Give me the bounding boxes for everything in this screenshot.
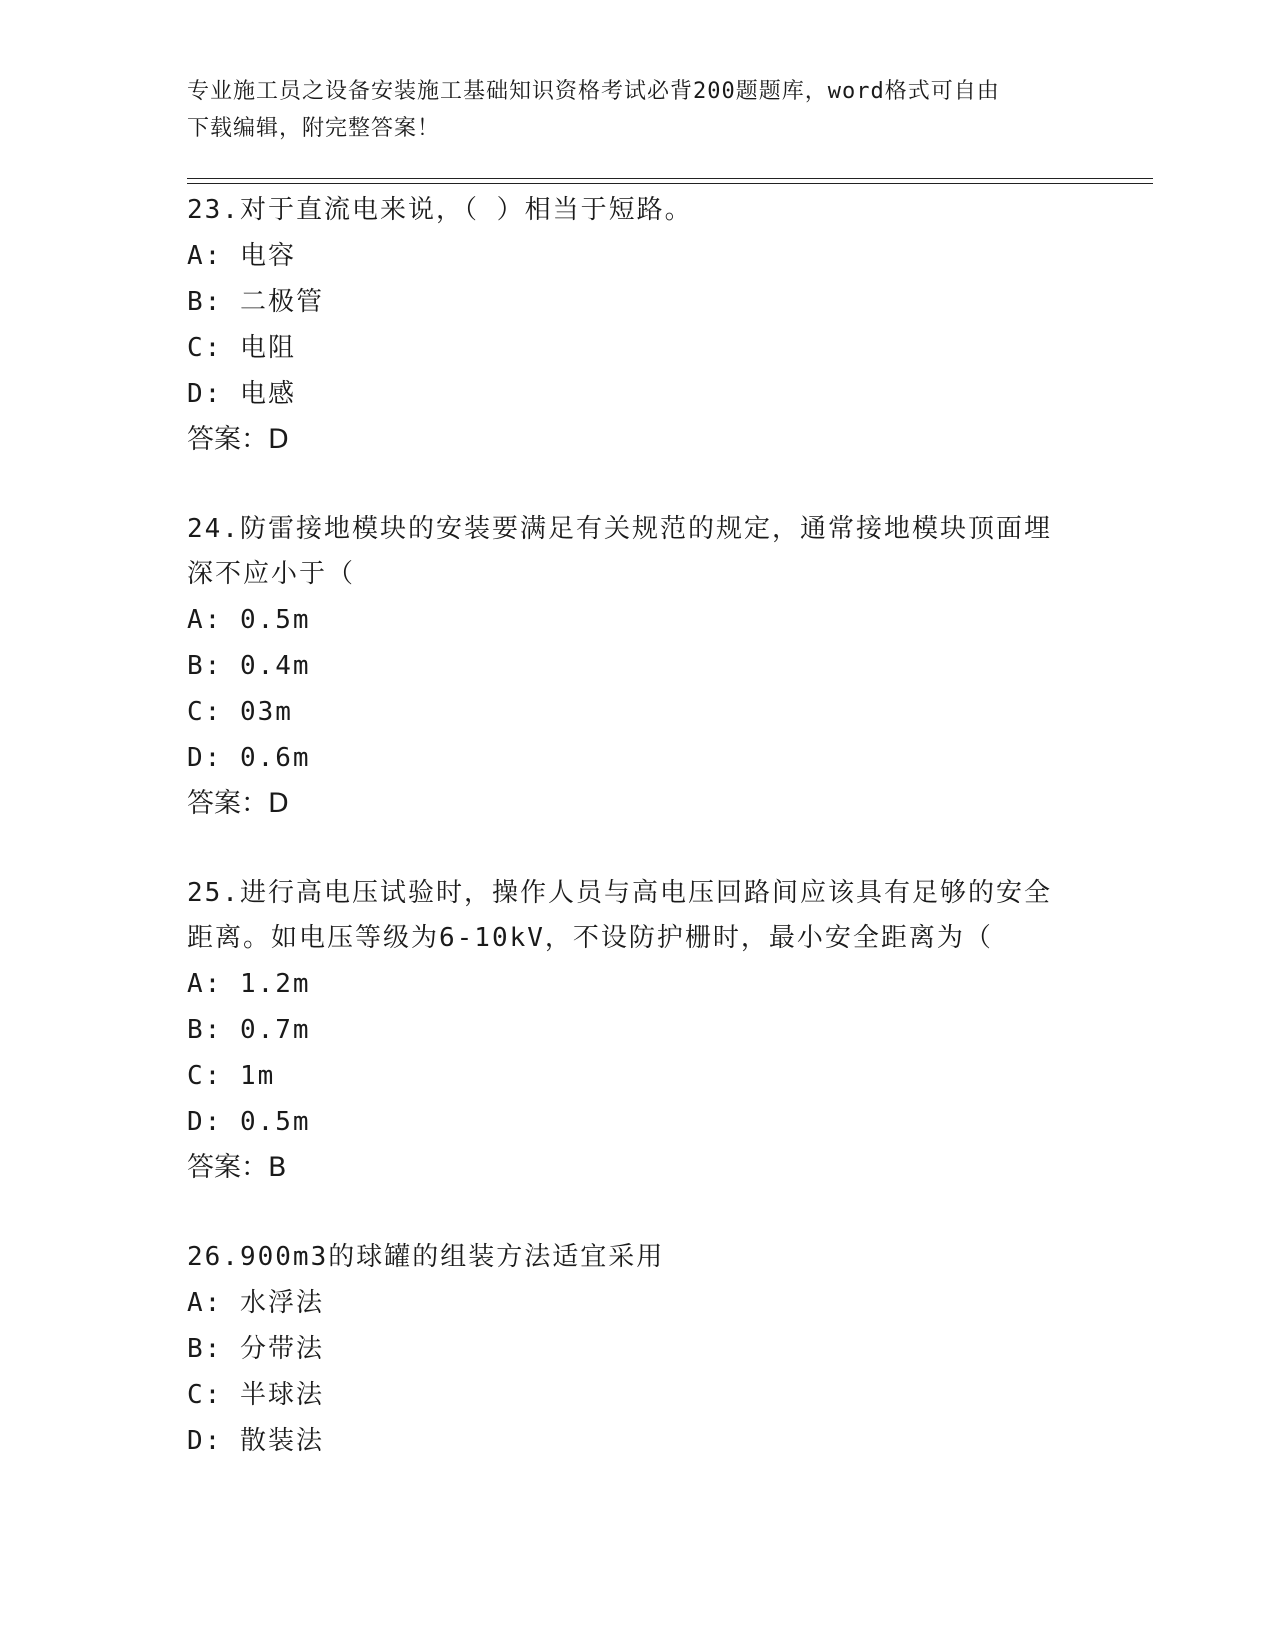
option-d: D: 散装法 [187, 1426, 324, 1456]
option-b: B: 分带法 [187, 1334, 324, 1364]
question-text-line-2: 距离。如电压等级为6-10kV，不设防护栅时，最小安全距离为（ [187, 923, 993, 953]
option-a: A: 水浮法 [187, 1288, 324, 1318]
question-text-line-1: 25.进行高电压试验时，操作人员与高电压回路间应该具有足够的安全 [187, 878, 1052, 908]
header-divider-top [187, 178, 1153, 179]
question-25 [187, 871, 1087, 1191]
option-b: B: 二极管 [187, 287, 324, 317]
option-a: A: 0.5m [187, 605, 311, 635]
header-divider-bottom [187, 183, 1153, 184]
header-line-2: 下载编辑，附完整答案！ [187, 116, 441, 141]
option-d: D: 电感 [187, 379, 296, 409]
question-23 [187, 188, 1087, 463]
question-24 [187, 507, 1087, 827]
question-spacer [187, 463, 1087, 507]
option-a: A: 电容 [187, 241, 296, 271]
option-d: D: 0.6m [187, 743, 311, 773]
question-text-line-1: 24.防雷接地模块的安装要满足有关规范的规定，通常接地模块顶面埋 [187, 514, 1052, 544]
option-b: B: 0.7m [187, 1015, 311, 1045]
answer-label: 答案：B [187, 1152, 287, 1183]
header-line-1: 专业施工员之设备安装施工基础知识资格考试必背200题题库，word格式可自由 [187, 79, 1000, 104]
question-list [187, 188, 1087, 1464]
answer-label: 答案：D [187, 788, 289, 819]
option-d: D: 0.5m [187, 1107, 311, 1137]
question-26 [187, 1235, 1087, 1464]
answer-label: 答案：D [187, 424, 289, 455]
option-a: A: 1.2m [187, 969, 311, 999]
option-c: C: 电阻 [187, 333, 296, 363]
question-text: 26.900m3的球罐的组装方法适宜采用 [187, 1242, 665, 1272]
question-text: 23.对于直流电来说，（ ）相当于短路。 [187, 195, 693, 225]
option-b: B: 0.4m [187, 651, 311, 681]
question-spacer [187, 1191, 1087, 1235]
document-header [187, 73, 1087, 147]
question-spacer [187, 827, 1087, 871]
option-c: C: 1m [187, 1061, 276, 1091]
option-c: C: 03m [187, 697, 293, 727]
question-text-line-2: 深不应小于（ [187, 559, 356, 589]
option-c: C: 半球法 [187, 1380, 324, 1410]
